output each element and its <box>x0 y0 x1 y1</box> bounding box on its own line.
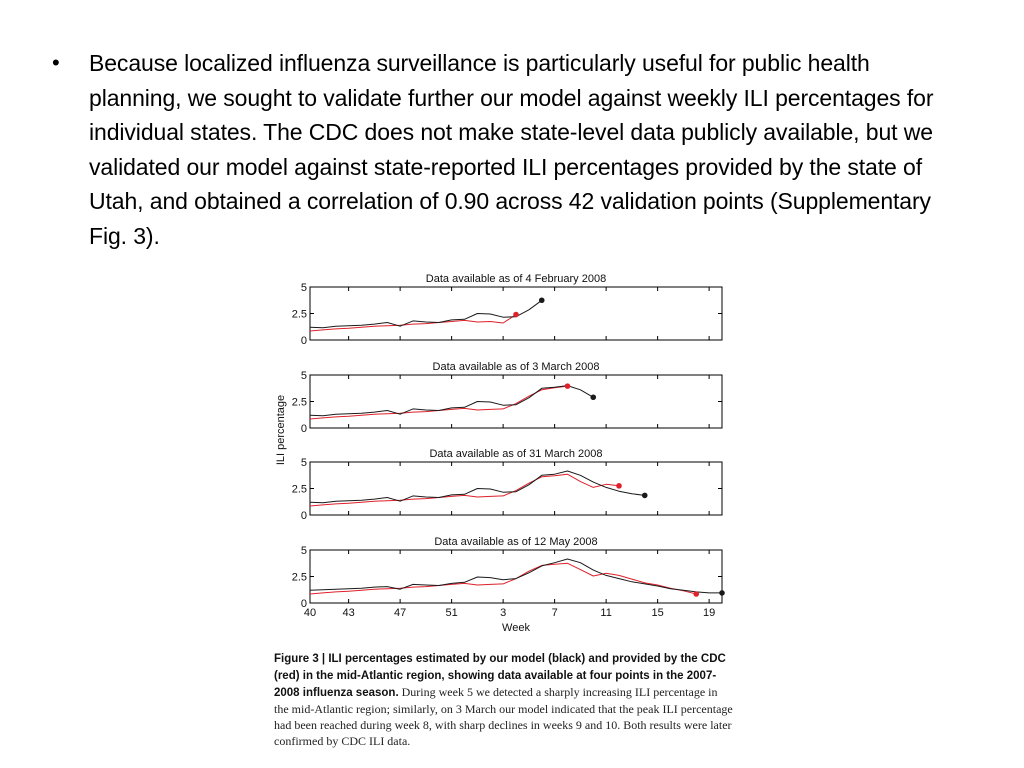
panel-4-xtick-label: 40 <box>303 607 317 619</box>
panel-4-marker-model <box>719 590 725 596</box>
caption-normal: During week 5 we detected a sharply increasing ILI percentage in the mid-Atlantic region; similarly, on 3 March our model indicated that the peak ILI percentage had been reached during week 8, with sharp declines in weeks 9 and 10. Both results were later confirmed by CDC ILI data. <box>274 685 733 748</box>
panel-4-line-model <box>310 559 722 593</box>
panel-4-ytick-label: 0 <box>300 598 307 610</box>
panel-4-ytick-label: 5 <box>300 545 307 557</box>
panel-4-title: Data available as of 12 May 2008 <box>434 536 598 548</box>
panel-2-axes-box <box>310 375 722 428</box>
panel-1-ytick-label: 5 <box>300 282 307 294</box>
figure-caption <box>274 650 734 749</box>
panel-3-axes-box <box>310 462 722 515</box>
panel-2-marker-model <box>590 394 596 400</box>
panel-4-xtick-label: 19 <box>703 607 716 619</box>
panel-1-marker-model <box>539 297 545 303</box>
panel-3-title: Data available as of 31 March 2008 <box>429 448 603 460</box>
ili-charts <box>262 262 732 642</box>
panel-2-ytick-label: 5 <box>300 370 307 382</box>
panel-4-xlabel: Week <box>502 622 530 634</box>
bullet-point-icon: • <box>52 50 60 75</box>
panel-2-ytick-label: 0 <box>300 423 307 435</box>
panel-1-line-cdc <box>310 315 516 331</box>
panel-1-title: Data available as of 4 February 2008 <box>425 273 607 285</box>
panel-4-marker-cdc <box>693 591 699 597</box>
panel-4-xtick-label: 11 <box>600 607 612 619</box>
bullet-text: Because localized influenza surveillance is particularly useful for public health planning, we sought to validate further our model against weekly ILI percentages for individual states. The CDC does not make state-level data publicly available, but we validated our model against state-reported ILI percentages provided by the state of Utah, and obtained a correlation of 0.90 across 42 validation points (Supplementary Fig. 3). <box>89 50 934 249</box>
panel-2-title: Data available as of 3 March 2008 <box>432 361 600 373</box>
panel-4-xtick-label: 51 <box>445 607 458 619</box>
panel-2-line-model <box>310 386 593 416</box>
panel-4-xtick-label: 7 <box>551 607 558 619</box>
panel-4-xtick-label: 43 <box>342 607 355 619</box>
caption-bold: Figure 3 | ILI percentages estimated by our model (black) and provided by the CDC (red) in the mid-Atlantic region, showing data available at four points in the 2007-2008 influenza season. <box>274 653 726 699</box>
panel-4-axes-box <box>310 550 722 603</box>
panel-3-marker-cdc <box>616 483 622 489</box>
panel-4-line-cdc <box>310 563 696 594</box>
panel-4-xtick-label: 47 <box>394 607 407 619</box>
panel-2-ytick-label: 2.5 <box>291 396 307 409</box>
panel-4-ytick-label: 2.5 <box>291 571 307 584</box>
y-axis-label: ILI percentage <box>275 394 287 466</box>
panel-3-marker-model <box>642 493 648 499</box>
panel-1-marker-cdc <box>513 312 519 318</box>
panel-2-marker-cdc <box>565 383 571 389</box>
panel-3-ytick-label: 5 <box>300 457 307 469</box>
panel-1-ytick-label: 0 <box>300 335 307 347</box>
panel-4-xtick-label: 15 <box>651 607 664 619</box>
panel-3-line-cdc <box>310 474 619 506</box>
panel-3-ytick-label: 2.5 <box>291 483 307 496</box>
panel-4-xtick-label: 3 <box>500 607 507 619</box>
panel-3-ytick-label: 0 <box>300 510 307 522</box>
panel-1-ytick-label: 2.5 <box>291 308 307 321</box>
figure-3 <box>262 262 732 647</box>
